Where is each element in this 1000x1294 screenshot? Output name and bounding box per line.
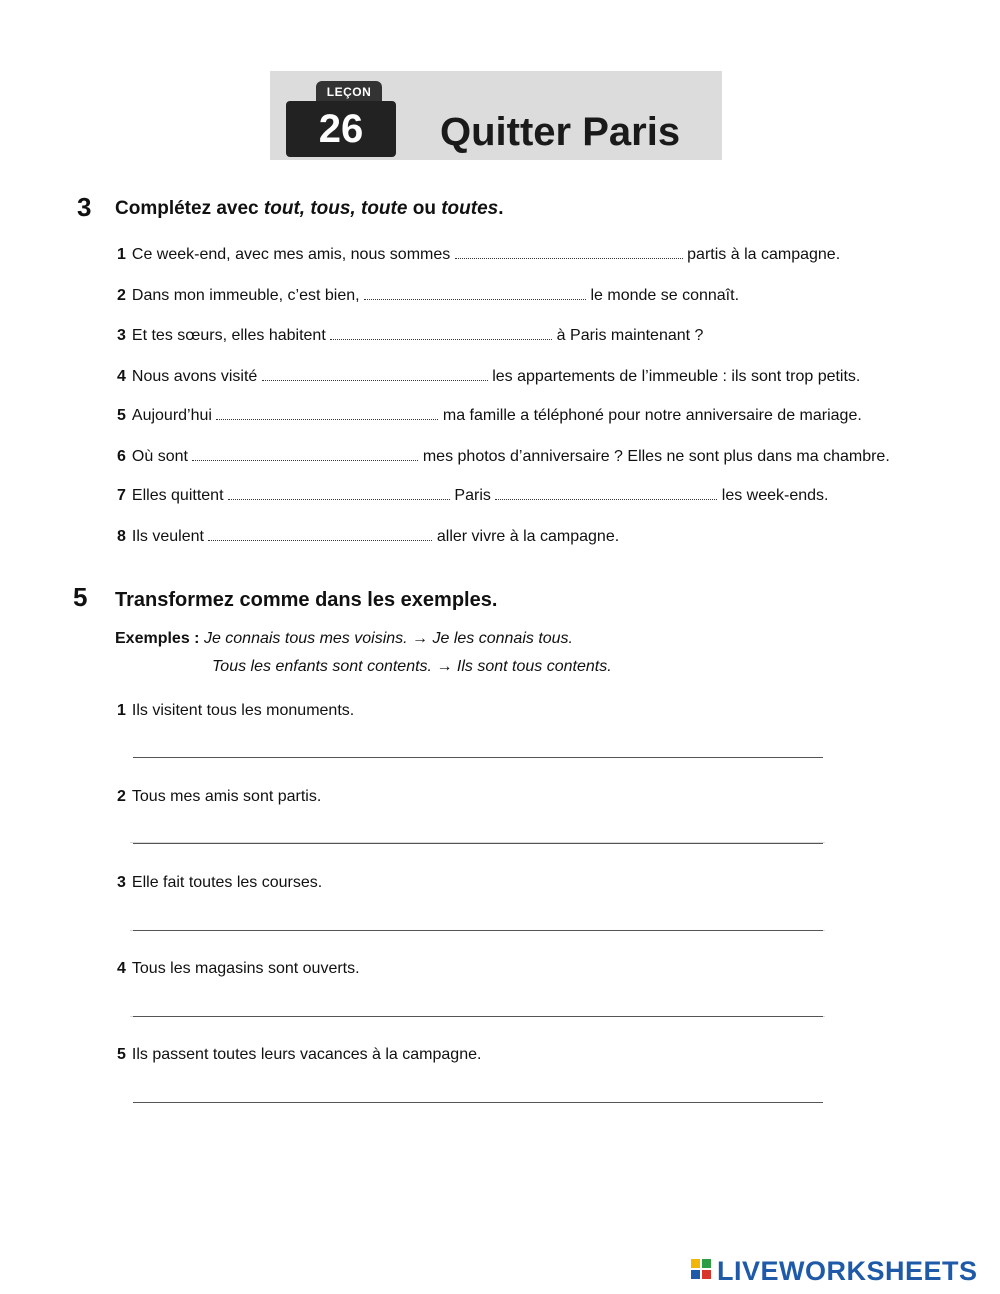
exercise-3-item: 3 Et tes sœurs, elles habitent à Paris maintenant ?	[117, 327, 704, 344]
lesson-number: 26	[286, 101, 396, 157]
answer-blank[interactable]	[455, 246, 683, 259]
exercise-5-title: Transformez comme dans les exemples.	[115, 589, 498, 611]
answer-line[interactable]	[133, 1102, 823, 1103]
exercise-3-item: 2 Dans mon immeuble, c’est bien, le monde se connaît.	[117, 287, 740, 304]
lesson-header	[270, 71, 722, 160]
page-title: Quitter Paris	[440, 110, 681, 154]
logo-grid-icon	[691, 1259, 713, 1283]
exercise-5-number: 5	[73, 582, 88, 612]
exercise-3-item: 8 Ils veulent aller vivre à la campagne.	[117, 528, 620, 545]
examples-line-2: Tous les enfants sont contents. → Ils sont tous contents.	[212, 658, 612, 675]
answer-blank[interactable]	[364, 287, 586, 300]
exercise-3-item: 4 Nous avons visité les appartements de l’immeuble : ils sont trop petits.	[117, 368, 861, 385]
exercise-5-item: 4 Tous les magasins sont ouverts.	[117, 960, 360, 977]
logo-text: LIVEWORKSHEETS	[717, 1255, 978, 1286]
answer-line[interactable]	[133, 930, 823, 931]
exercise-5-item: 1 Ils visitent tous les monuments.	[117, 702, 355, 719]
answer-blank[interactable]	[330, 327, 552, 340]
answer-blank[interactable]	[216, 407, 438, 420]
answer-blank[interactable]	[192, 448, 418, 461]
answer-blank[interactable]	[228, 487, 450, 500]
exercise-3-item: 1 Ce week-end, avec mes amis, nous sommes partis à la campagne.	[117, 246, 841, 263]
answer-blank[interactable]	[495, 487, 717, 500]
exercise-3-item: 5 Aujourd’hui ma famille a téléphoné pour notre anniversaire de mariage.	[117, 407, 862, 424]
exercise-5-item: 5 Ils passent toutes leurs vacances à la campagne.	[117, 1046, 482, 1063]
lesson-label: LEÇON	[316, 81, 382, 103]
exercise-3-title: Complétez avec tout, tous, toute ou toutes.	[115, 198, 504, 219]
answer-line[interactable]	[133, 757, 823, 758]
answer-line[interactable]	[133, 843, 823, 844]
exercise-3-item: 7 Elles quittent Paris les week-ends.	[117, 487, 829, 504]
exercise-5-item: 2 Tous mes amis sont partis.	[117, 788, 322, 805]
answer-blank[interactable]	[208, 528, 432, 541]
liveworksheets-logo	[691, 1256, 978, 1286]
lesson-badge	[286, 81, 396, 157]
exercise-3-number: 3	[77, 192, 92, 222]
exercise-5-item: 3 Elle fait toutes les courses.	[117, 874, 323, 891]
answer-blank[interactable]	[262, 368, 488, 381]
exercise-3-item: 6 Où sont mes photos d’anniversaire ? Elles ne sont plus dans ma chambre.	[117, 448, 890, 465]
examples-line-1: Exemples : Je connais tous mes voisins. → Je les connais tous.	[115, 630, 573, 647]
answer-line[interactable]	[133, 1016, 823, 1017]
